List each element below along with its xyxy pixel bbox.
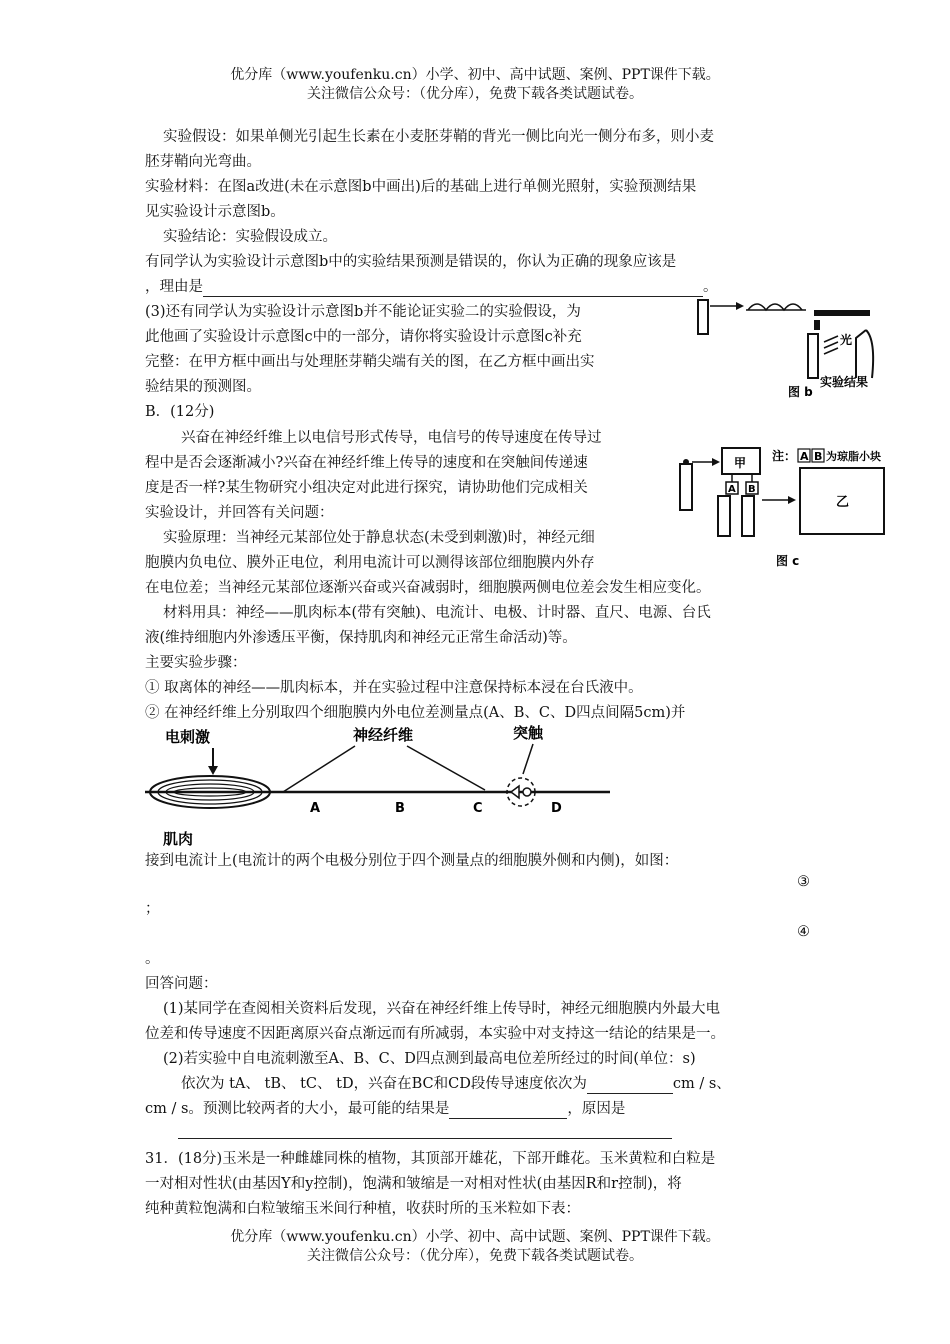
note-box-a-label: A: [800, 450, 809, 463]
result-label: 实验结果: [820, 375, 869, 389]
page-footer: [0, 1228, 950, 1266]
text-line: 此他画了实验设计示意图c中的一部分，请你将实验设计示意图c补充: [145, 329, 582, 345]
text-segment: ，理由是: [145, 279, 203, 295]
coleoptile-tip: [683, 459, 689, 465]
text-line-with-blank: [145, 1074, 851, 1094]
figure-c: [676, 440, 898, 572]
answer-blank-line[interactable]: [178, 1138, 672, 1139]
text-line: 接到电流计上(电流计的两个电极分别位于四个测量点的细胞膜外侧和内侧)，如图：: [145, 853, 679, 869]
result-tube-left: [808, 334, 818, 378]
text-line: 程中是否会逐渐减小?兴奋在神经纤维上传导的速度和在突触间传递速: [145, 455, 588, 471]
text-line: (3)还有同学认为实验设计示意图b并不能论证实验二的实验假设，为: [145, 304, 581, 320]
fiber-pointer-left: [283, 746, 355, 792]
synapse-terminal: [511, 786, 519, 798]
box-yi-label: 乙: [836, 495, 850, 510]
text-line: 胞膜内负电位、膜外正电位，利用电流计可以测得该部位细胞膜内外存: [145, 555, 595, 571]
text-line: 兴奋在神经纤维上以电信号形式传导，电信号的传导速度在传导过: [181, 430, 602, 446]
arrow-head: [788, 496, 796, 504]
block-marker: [814, 320, 820, 330]
text-line: 实验原理：当神经元某部位处于静息状态(未受到刺激)时，神经元细: [163, 530, 595, 546]
text-line: 在电位差；当神经元某部位逐渐兴奋或兴奋减弱时，细胞膜两侧电位差会发生相应变化。: [145, 580, 711, 596]
fiber-pointer-right: [407, 746, 485, 790]
text-segment: cm / s。预测比较两者的大小，最可能的结果是: [145, 1101, 450, 1117]
text-line: 实验结论：实验假设成立。: [163, 229, 337, 245]
bent-coleoptile-outline: [856, 330, 866, 378]
tube-b: [742, 496, 754, 536]
text-line-with-blank: [145, 277, 815, 297]
text-line: 度是否一样?某生物研究小组决定对此进行探究，请协助他们完成相关: [145, 480, 588, 496]
figure-b-caption: 图 b: [788, 385, 813, 399]
synapse-pointer: [523, 744, 533, 774]
synapse-cleft: [523, 788, 531, 796]
text-segment: 依次为 tA、 tB、 tC、 tD，兴奋在BC和CD段传导速度依次为: [181, 1076, 587, 1092]
header-line-2: 关注微信公众号：（优分库），免费下载各类试题试卷。: [307, 86, 643, 102]
footer-line-1: 优分库（www.youfenku.cn）小学、初中、高中试题、案例、PPT课件下载。: [230, 1229, 720, 1245]
text-line: 实验设计，并回答有关问题：: [145, 505, 334, 521]
text-line: 纯种黄粒饱满和白粒皱缩玉米间行种植，收获时所的玉米粒如下表：: [145, 1201, 580, 1217]
fiber-label: 神经纤维: [353, 726, 414, 744]
coleoptile-tube: [698, 300, 708, 334]
text-line: 位差和传导速度不因距离原兴奋点渐远而有所减弱，本实验中对支持这一结论的结果是一。: [145, 1026, 725, 1042]
muscle-label: 肌肉: [163, 830, 194, 848]
text-line: 见实验设计示意图b。: [145, 204, 285, 220]
header-line-1: 优分库（www.youfenku.cn）小学、初中、高中试题、案例、PPT课件下载。: [230, 67, 720, 83]
point-label: A: [310, 801, 321, 816]
box-jia-label: 甲: [734, 456, 747, 470]
stimulus-label: 电刺激: [165, 728, 211, 746]
nerve-muscle-figure: [145, 720, 615, 850]
text-line: ① 取离体的神经——肌肉标本，并在实验过程中注意保持标本浸在台氏液中。: [145, 680, 643, 696]
text-line-with-blank: [145, 1099, 815, 1119]
section-heading: B．(12分): [145, 404, 215, 420]
figure-c-caption: 图 c: [776, 554, 800, 568]
top-bar: [814, 310, 870, 316]
text-segment: ，原因是: [567, 1101, 626, 1117]
stimulus-arrowhead: [208, 766, 218, 775]
tube-a: [718, 496, 730, 536]
text-segment: cm / s、: [672, 1076, 731, 1092]
text-line: 材料用具：神经——肌肉标本(带有突触)、电流计、电极、计时器、直尺、电源、台氏: [163, 605, 711, 621]
text-line: ；: [145, 901, 160, 917]
text-line: 主要实验步骤：: [145, 655, 247, 671]
footer-line-2: 关注微信公众号：（优分库），免费下载各类试题试卷。: [307, 1248, 643, 1264]
light-rays: [824, 336, 838, 354]
text-line: ② 在神经纤维上分别取四个细胞膜内外电位差测量点(A、B、C、D四点间隔5cm)并: [145, 705, 686, 721]
text-line: 一对相对性状(由基因Y和y控制)，饱满和皱缩是一对相对性状(由基因R和r控制)，将: [145, 1176, 682, 1192]
agar-block-a-label: A: [728, 484, 736, 495]
point-label: B: [395, 801, 405, 816]
text-line: 胚芽鞘向光弯曲。: [145, 154, 261, 170]
light-label: 光: [840, 333, 853, 347]
text-line: 实验材料：在图a改进(未在示意图b中画出)后的基础上进行单侧光照射，实验预测结果: [145, 179, 697, 195]
text-segment: 。: [703, 279, 718, 295]
text-line: 验结果的预测图。: [145, 379, 261, 395]
answer-blank[interactable]: [587, 1077, 673, 1094]
note-text: 为琼脂小块: [826, 450, 881, 463]
step-number-3: ③: [797, 874, 810, 890]
note-label: 注：: [772, 449, 797, 463]
text-line: 。: [145, 951, 160, 967]
text-line: 31．(18分)玉米是一种雌雄同株的植物，其顶部开雄花，下部开雌花。玉米黄粒和白粒是: [145, 1151, 716, 1167]
text-line: (1)某同学在查阅相关资料后发现，兴奋在神经纤维上传导时，神经元细胞膜内外最大电: [163, 1001, 721, 1017]
bent-coleoptile: [866, 330, 873, 378]
text-line: (2)若实验中自电流刺激至A、B、C、D四点测到最高电位差所经过的时间(单位：s): [163, 1051, 696, 1067]
answer-blank[interactable]: [449, 1102, 567, 1119]
step-number-4: ④: [797, 924, 810, 940]
arrow-head: [736, 302, 744, 310]
agar-block-b-label: B: [748, 484, 756, 495]
agar-blocks: [746, 304, 806, 310]
figure-b: [696, 296, 896, 401]
coleoptile-tube: [680, 464, 692, 510]
arrow-head: [712, 458, 720, 466]
point-label: C: [473, 801, 483, 816]
point-label: D: [551, 801, 562, 816]
text-line: 有同学认为实验设计示意图b中的实验结果预测是错误的，你认为正确的现象应该是: [145, 254, 677, 270]
text-line: 完整：在甲方框中画出与处理胚芽鞘尖端有关的图，在乙方框中画出实: [145, 354, 595, 370]
page-header: [0, 66, 950, 104]
text-line: 回答问题：: [145, 976, 218, 992]
answer-blank[interactable]: [203, 280, 703, 297]
note-box-b-label: B: [814, 450, 823, 463]
text-line: 实验假设：如果单侧光引起生长素在小麦胚芽鞘的背光一侧比向光一侧分布多，则小麦: [163, 129, 714, 145]
text-line: 液(维持细胞内外渗透压平衡，保持肌肉和神经元正常生命活动)等。: [145, 630, 577, 646]
synapse-label: 突触: [513, 724, 544, 742]
